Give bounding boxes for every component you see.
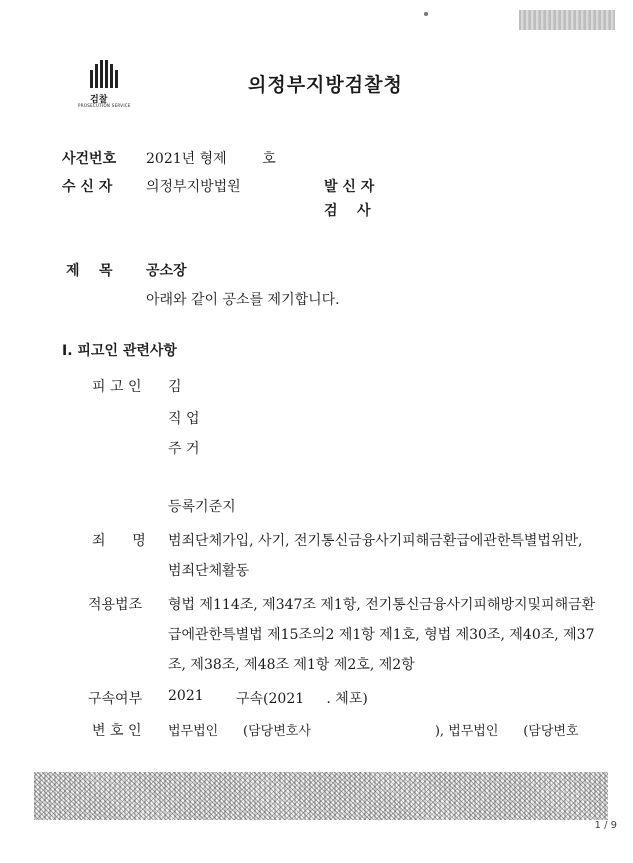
section-heading: I. 피고인 관련사항: [62, 343, 177, 359]
registry-label: 등록기준지: [168, 499, 236, 515]
law-line-2: 급에관한특별법 제15조의2 제1항 제1호, 형법 제30조, 제40조, 제37: [168, 627, 595, 643]
counsel-value: 법무법인 (담당변호사 ), 법무법인 (담당변호: [168, 724, 579, 739]
scan-noise-band: [34, 772, 608, 820]
recipient-value: 의정부지방법원: [146, 179, 241, 195]
detention-label: 구속여부: [88, 691, 143, 707]
job-label: 직 업: [168, 411, 200, 427]
law-line-3: 조, 제38조, 제48조 제1항 제2호, 제2항: [168, 657, 415, 673]
scan-dot: [424, 12, 428, 16]
defendant-label: 피 고 인: [92, 379, 142, 395]
charges-label: 죄 명: [92, 533, 146, 549]
subject-label: 제 목: [66, 263, 113, 279]
subject-intro: 아래와 같이 공소를 제기합니다.: [146, 292, 340, 308]
prosecution-logo: [78, 60, 132, 110]
charges-line-2: 범죄단체활동: [168, 563, 250, 579]
law-label: 적용법조: [88, 597, 143, 613]
office-title: 의정부지방검찰청: [248, 74, 403, 96]
scan-artifact: [519, 10, 615, 30]
sender-label: 발 신 자: [324, 179, 375, 195]
recipient-label: 수 신 자: [62, 179, 113, 195]
subject-value: 공소장: [146, 263, 187, 279]
logo-text-ko: 검찰: [90, 95, 108, 105]
charges-line-1: 범죄단체가입, 사기, 전기통신금융사기피해금환급에관한특별법위반,: [168, 533, 583, 549]
detention-status: 구속(2021 . 체포): [236, 691, 368, 707]
detention-year: 2021: [168, 688, 204, 704]
defendant-value: 김: [168, 379, 182, 395]
logo-text-en: PROSECUTION SERVICE: [78, 103, 131, 108]
prosecutor-label: 검 사: [324, 203, 371, 219]
counsel-label: 변 호 인: [92, 723, 142, 739]
case-no-value: 2021년 형제 호: [146, 151, 276, 167]
law-line-1: 형법 제114조, 제347조 제1항, 전기통신금융사기피해방지및피해금환: [168, 597, 596, 613]
logo-bars-icon: [88, 60, 122, 88]
page-number: 1 / 9: [594, 820, 617, 831]
case-no-label: 사건번호: [62, 151, 117, 167]
address-label: 주 거: [168, 441, 200, 457]
